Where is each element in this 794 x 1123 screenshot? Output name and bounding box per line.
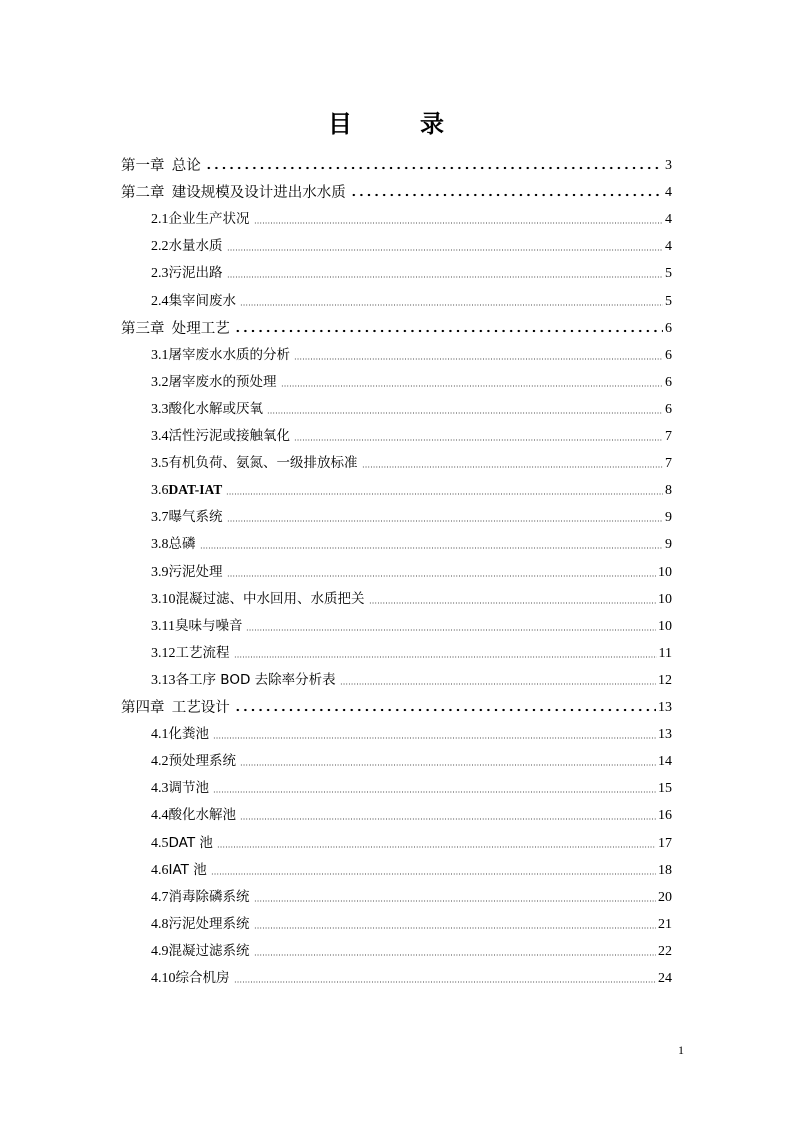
toc-section-entry[interactable] [151,202,672,229]
toc-entry-text: 企业生产状况 [168,211,250,228]
toc-entry-number: 3.6 [151,483,169,499]
toc-entry-page: 6 [665,320,672,336]
toc-entry-number: 第三章 [121,320,165,337]
toc-entry-text: 综合机房 [175,970,230,986]
toc-entry-label [151,454,360,473]
dot-leader [254,899,657,903]
toc-entry-number: 3.9 [151,564,169,580]
dot-leader [267,411,663,415]
toc-section-entry[interactable] [151,961,672,988]
toc-entry-number: 3.8 [151,537,169,553]
toc-entry-page: 4 [665,212,672,228]
toc-entry-page: 7 [665,456,672,472]
dot-leader [254,926,657,930]
toc-section-entry[interactable] [151,419,672,446]
toc-entry-page: 10 [658,591,672,607]
toc-entry-label [151,888,252,907]
toc-entry-label [151,590,367,609]
toc-entry-label [151,237,225,256]
toc-entry-page: 24 [658,971,672,986]
toc-chapter-entry[interactable] [121,175,672,202]
dot-leader [294,357,663,361]
toc-entry-label [151,806,238,825]
toc-entry-page: 18 [658,862,672,878]
dot-leader [369,601,657,605]
toc-entry-label [151,508,225,527]
toc-section-entry[interactable] [151,744,672,771]
toc-entry-number: 2.4 [151,293,169,309]
toc-entry-label [151,400,265,419]
toc-entry-text: 屠宰废水水质的分析 [168,346,290,363]
toc-entry-page: 4 [665,239,672,255]
toc-entry-number: 第一章 [121,158,165,174]
toc-section-entry[interactable] [151,798,672,825]
toc-entry-number: 4.7 [151,889,169,905]
toc-entry-number: 4.1 [151,727,169,743]
toc-entry-label [151,481,224,500]
toc-entry-number: 4.2 [151,754,169,770]
toc-entry-number: 第二章 [121,185,165,202]
toc-entry-label [151,563,225,582]
toc-entry-page: 14 [658,754,672,770]
dot-leader [362,465,664,469]
toc-entry-text: 建设规模及设计进出水水质 [171,185,346,202]
toc-entry-number: 第四章 [121,700,165,716]
toc-entry-page: 13 [658,727,672,743]
toc-entry-page: 15 [658,781,672,797]
dot-leader [240,763,656,767]
toc-entry-page: 17 [658,835,672,851]
toc-entry-number: 3.3 [151,401,169,417]
dot-leader [294,438,663,442]
toc-entry-label [151,942,252,961]
toc-entry-page: 6 [665,401,672,417]
toc-entry-number: 4.9 [151,943,169,959]
toc-entry-page: 4 [665,185,672,201]
toc-entry-page: 6 [665,374,672,390]
dot-leader [227,574,657,578]
toc-entry-text: 消毒除磷系统 [168,888,250,905]
toc-entry-page: 8 [665,483,672,499]
toc-section-entry[interactable] [151,527,672,554]
dot-leader [226,492,663,496]
toc-entry-text: 混凝过滤系统 [168,942,250,959]
toc-entry-number: 4.3 [151,781,169,797]
dot-leader [240,817,656,821]
toc-entry-page: 11 [658,645,672,661]
toc-entry-page: 12 [658,672,672,688]
toc-entry-text: 各工序 BOD 去除率分析表 [175,671,336,688]
dot-leader [211,872,656,876]
toc-entry-text: 水量水质 [168,238,223,255]
toc-entry-page: 10 [658,618,672,634]
toc-section-entry[interactable] [151,826,672,853]
toc-entry-label [151,752,238,771]
toc-entry-text: IAT 池 [168,861,207,878]
toc-entry-text: 污泥处理系统 [168,915,250,932]
toc-entry-page: 6 [665,347,672,363]
dot-leader [340,682,656,686]
toc-entry-number: 3.1 [151,347,169,363]
toc-entry-text: 化粪池 [168,726,209,743]
toc-entry-number: 3.5 [151,456,169,472]
toc-section-entry[interactable] [151,771,672,798]
toc-entry-label [151,671,338,690]
toc-section-entry[interactable] [151,907,672,934]
toc-entry-text: 屠宰废水的预处理 [168,373,277,390]
toc-entry-text: 活性污泥或接触氧化 [168,428,290,444]
toc-entry-number: 3.12 [151,645,176,661]
toc-section-entry[interactable] [151,582,672,609]
toc-section-entry[interactable] [151,717,672,744]
toc-entry-text: 曝气系统 [168,509,223,526]
toc-title: 目 录 [328,109,466,138]
dot-leader [213,736,656,740]
toc-chapter-entry[interactable] [121,311,672,338]
toc-entry-label [121,184,348,202]
dot-leader [213,790,656,794]
toc-entry-label [151,264,225,283]
toc-section-entry[interactable] [151,256,672,283]
toc-section-entry[interactable] [151,284,672,311]
dot-leader [234,707,656,713]
toc-entry-page: 3 [665,158,672,173]
dot-leader [246,628,656,632]
toc-entry-text: 工艺流程 [175,644,230,661]
dot-leader [350,192,663,198]
toc-entry-page: 7 [665,429,672,444]
toc-entry-number: 3.4 [151,429,169,444]
toc-entry-number: 3.10 [151,591,176,607]
dot-leader [227,519,664,523]
toc-entry-page: 21 [658,916,672,932]
toc-entry-label [151,834,215,853]
toc-section-entry[interactable] [151,392,672,419]
toc-entry-label [151,535,198,554]
dot-leader [227,275,664,279]
toc-section-entry[interactable] [151,473,672,500]
toc-entry-text: 臭味与噪音 [174,617,243,634]
dot-leader [254,953,657,957]
toc-entry-number: 3.2 [151,374,169,390]
toc-entry-label [151,861,209,880]
toc-entry-label [121,699,232,717]
dot-leader [227,248,664,252]
toc-entry-number: 4.4 [151,808,169,824]
toc-entry-number: 3.7 [151,510,169,526]
toc-entry-label [151,779,211,798]
toc-section-entry[interactable] [151,500,672,527]
dot-leader [234,980,657,984]
toc-section-entry[interactable] [151,853,672,880]
toc-entry-number: 2.1 [151,212,169,228]
toc-entry-label [151,617,244,636]
toc-entry-number: 2.3 [151,266,169,282]
toc-section-entry[interactable] [151,555,672,582]
toc-entry-number: 3.11 [151,618,175,634]
dot-leader [217,845,656,849]
toc-entry-label [151,427,292,446]
toc-section-entry[interactable] [151,663,672,690]
toc-entry-page: 9 [665,537,672,553]
toc-entry-text: 酸化水解或厌氧 [168,400,263,417]
toc-entry-page: 9 [665,510,672,526]
toc-section-entry[interactable] [151,934,672,961]
toc-entry-number: 4.5 [151,835,169,851]
toc-entry-page: 5 [665,266,672,282]
page-number: 1 [678,1043,684,1057]
toc-entry-label [151,725,211,744]
toc-section-entry[interactable] [151,338,672,365]
toc-section-entry[interactable] [151,636,672,663]
toc-entry-label [121,157,203,175]
toc-entry-number: 4.8 [151,916,169,932]
toc-entry-label [151,373,279,392]
toc-entry-text: DAT-IAT [168,482,223,498]
toc-entry-label [121,320,232,338]
toc-entry-page: 20 [658,889,672,905]
toc-section-entry[interactable] [151,446,672,473]
toc-entry-text: 调节池 [168,780,209,797]
dot-leader [205,165,663,171]
toc-entry-number: 3.13 [151,672,176,688]
toc-entry-text: 处理工艺 [171,320,230,337]
dot-leader [234,655,657,659]
toc-entry-label [151,915,252,934]
toc-entry-text: 有机负荷、氨氮、一级排放标准 [168,455,358,472]
toc-entry-label [151,346,292,365]
toc-entry-page: 5 [665,293,672,309]
dot-leader [200,546,664,550]
toc-entry-number: 4.10 [151,971,176,986]
dot-leader [240,303,663,307]
toc-chapter-entry[interactable] [121,148,672,175]
dot-leader [234,328,663,334]
toc-entry-text: 集宰间废水 [168,292,236,309]
toc-entry-label [151,292,238,311]
toc-entry-text: 污泥处理 [168,563,223,580]
toc-section-entry[interactable] [151,880,672,907]
toc-chapter-entry[interactable] [121,690,672,717]
dot-leader [254,221,664,225]
dot-leader [281,384,664,388]
toc-entry-page: 13 [658,700,672,715]
toc-entry-text: 混凝过滤、中水回用、水质把关 [175,590,365,607]
toc-entry-label [151,644,232,663]
toc-entry-text: 工艺设计 [171,700,230,716]
toc-entry-text: 酸化水解池 [168,807,236,824]
toc-entry-text: DAT 池 [168,834,213,851]
toc-entry-page: 10 [658,564,672,580]
toc-entry-label [151,969,232,988]
toc-entry-page: 16 [658,808,672,824]
toc-entry-text: 预处理系统 [168,753,236,770]
toc-section-entry[interactable] [151,229,672,256]
toc-entry-text: 污泥出路 [168,265,223,282]
toc-section-entry[interactable] [151,609,672,636]
toc-entry-text: 总论 [171,158,201,174]
toc-entry-number: 4.6 [151,862,169,878]
toc-entry-page: 22 [658,943,672,959]
toc-entry-label [151,210,252,229]
toc-section-entry[interactable] [151,365,672,392]
toc-entry-text: 总磷 [168,536,196,553]
toc-entry-number: 2.2 [151,239,169,255]
